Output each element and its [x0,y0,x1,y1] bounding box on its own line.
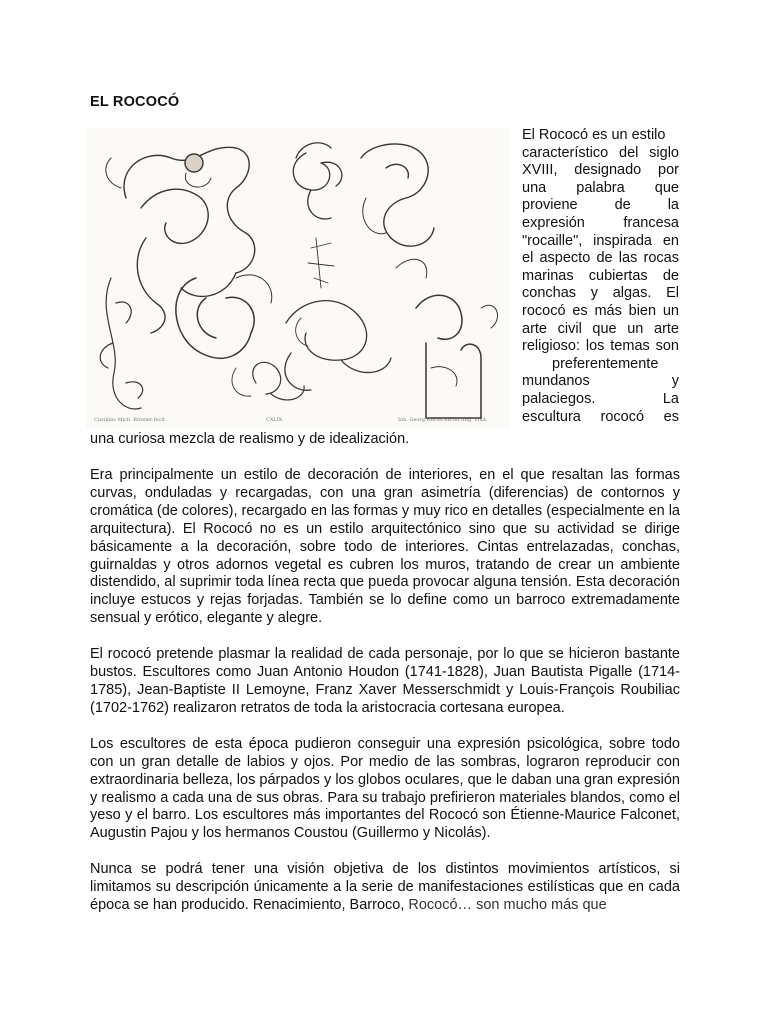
rococo-ornament-engraving [86,128,510,428]
document-body [90,467,680,915]
intro-line: rococó es más bien un [522,302,679,319]
engraving-illustration [86,128,510,428]
intro-line: el aspecto de las rocas [522,250,679,267]
intro-line: palaciegos. La [522,390,679,407]
engraving-signature-left: Cuvilliés Mich. Rössler fecit [94,417,165,423]
intro-line: religioso: los temas son [522,338,679,355]
intro-line: "rocaille", inspirada en [522,232,679,249]
intro-line: El Rococó es un estilo [522,127,666,143]
engraving-signature-right: Ioh. Georg Hertel excud Aug. Vind. [398,417,488,423]
intro-line: conchas y algas. El [522,285,679,302]
intro-line: marinas cubiertas de [522,267,679,284]
paragraph-sculptors: El rococó pretende plasmar la realidad de cada personaje, por lo que se hicieron bastante bustos. Escultores como Juan Antonio Houdon (1741-1828), Juan Bautista Pigalle (1714-1785), Jean-Baptiste II Lemoyne, Franz Xaver Messerschmidt y Louis-François Roubiliac (1702-1762) realizaron retratos de toda la aristocracia cortesana europea. [90,646,680,716]
paragraph-decoration: Era principalmente un estilo de decoración de interiores, en el que resaltan las formas curvas, onduladas y recargadas, con una gran asimetría (diferencias) de contornos y cromática (de colores), recargado en las formas y muy rico en detalles (especialmente en la arquitectura). El Rococó no es un estilo arquitectónico sino que su actividad se dirige básicamente a la decoración, sobre todo de interiores. Cintas entrelazadas, conchas, guirnaldas y otros adornos vegetal es cubren los muros, tratando de crear un ambiente distendido, al suprimir toda línea recta que pueda provocar alguna tensión. Esta decoración incluye estucos y rejas forjadas. También se lo define como un barroco extremadamente sensual y erótico, elegante y alegre. [90,467,680,627]
paragraph-movements-main: Nunca se podrá tener una visión objetiva de los distintos movimientos artísticos, si limitamos su descripción únicamente a la serie de manifestaciones estilísticas que en cada época se han producido. Renacimiento, Barroco, [90,861,680,914]
intro-line: mundanos y [522,373,679,390]
intro-paragraph-column [522,127,679,426]
intro-line: proviene de la [522,197,679,214]
paragraph-movements [90,861,680,915]
intro-line: arte civil que un arte [522,320,679,337]
intro-line: XVIII, designado por [522,162,679,179]
intro-line: una palabra que [522,179,679,196]
intro-line: expresión francesa [522,214,679,231]
paragraph-movements-tail: Rococó… son mucho más que [408,897,607,914]
document-title: EL ROCOCÓ [90,94,180,110]
paragraph-expression: Los escultores de esta época pudieron conseguir una expresión psicológica, sobre todo con un gran detalle de labios y ojos. Por medio de las sombras, lograron reproducir con extraordinaria belleza, los párpados y los globos oculares, que le daban una gran expresión y realismo a cada una de sus obras. Para su trabajo prefirieron materiales blandos, como el yeso y el barro. Los escultores más importantes del Rococó son Étienne-Maurice Falconet, Augustin Pajou y los hermanos Coustou (Guillermo y Nicolás). [90,735,680,842]
intro-line: característico del siglo [522,144,679,161]
intro-paragraph-tail: una curiosa mezcla de realismo y de idealización. [90,431,410,447]
intro-line: preferentemente [552,355,659,372]
engraving-plate-number: CXLIX [266,417,283,423]
intro-line: escultura rococó es [522,408,679,425]
